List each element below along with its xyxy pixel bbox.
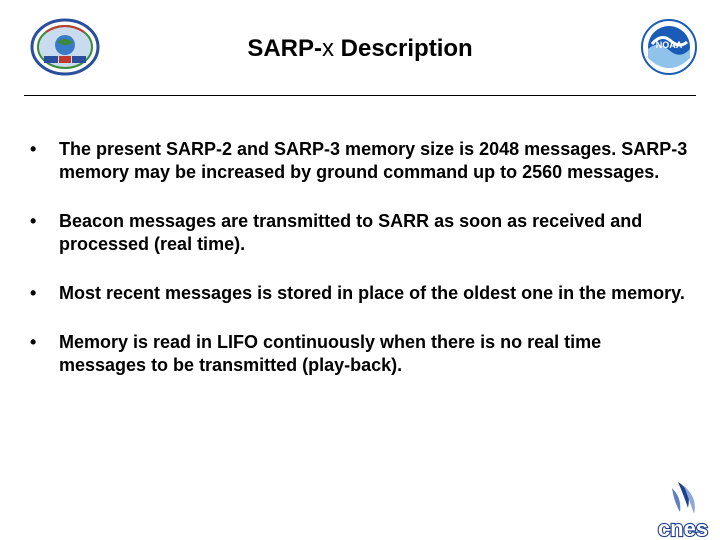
bullet-item	[30, 331, 690, 377]
bullet-text: Beacon messages are transmitted to SARR as soon as received and processed (real time).	[59, 211, 643, 254]
bullet-text: The present SARP-2 and SARP-3 memory size is 2048 messages. SARP-3 memory may be increased by ground command up to 2560 messages.	[59, 139, 688, 182]
bullet-item	[30, 210, 690, 256]
bullet-text: Memory is read in LIFO continuously when there is no real time messages to be transmitted (play-back).	[59, 332, 602, 375]
title-divider	[24, 95, 696, 96]
bullet-text: Most recent messages is stored in place of the oldest one in the memory.	[59, 283, 685, 303]
bullet-dot: •	[30, 332, 37, 352]
bullet-item	[30, 282, 690, 305]
noaa-logo-icon	[640, 18, 698, 76]
bullet-item	[30, 138, 690, 184]
bullet-list	[30, 138, 690, 403]
noaa-logo-text: NOAA	[655, 40, 683, 50]
bullet-dot: •	[30, 283, 37, 303]
cnes-logo-icon	[648, 478, 718, 540]
cnes-logo-text: cnes	[657, 516, 709, 540]
bullet-dot: •	[30, 211, 37, 231]
bullet-dot: •	[30, 139, 37, 159]
slide-title: SARP-x Description	[247, 35, 473, 62]
